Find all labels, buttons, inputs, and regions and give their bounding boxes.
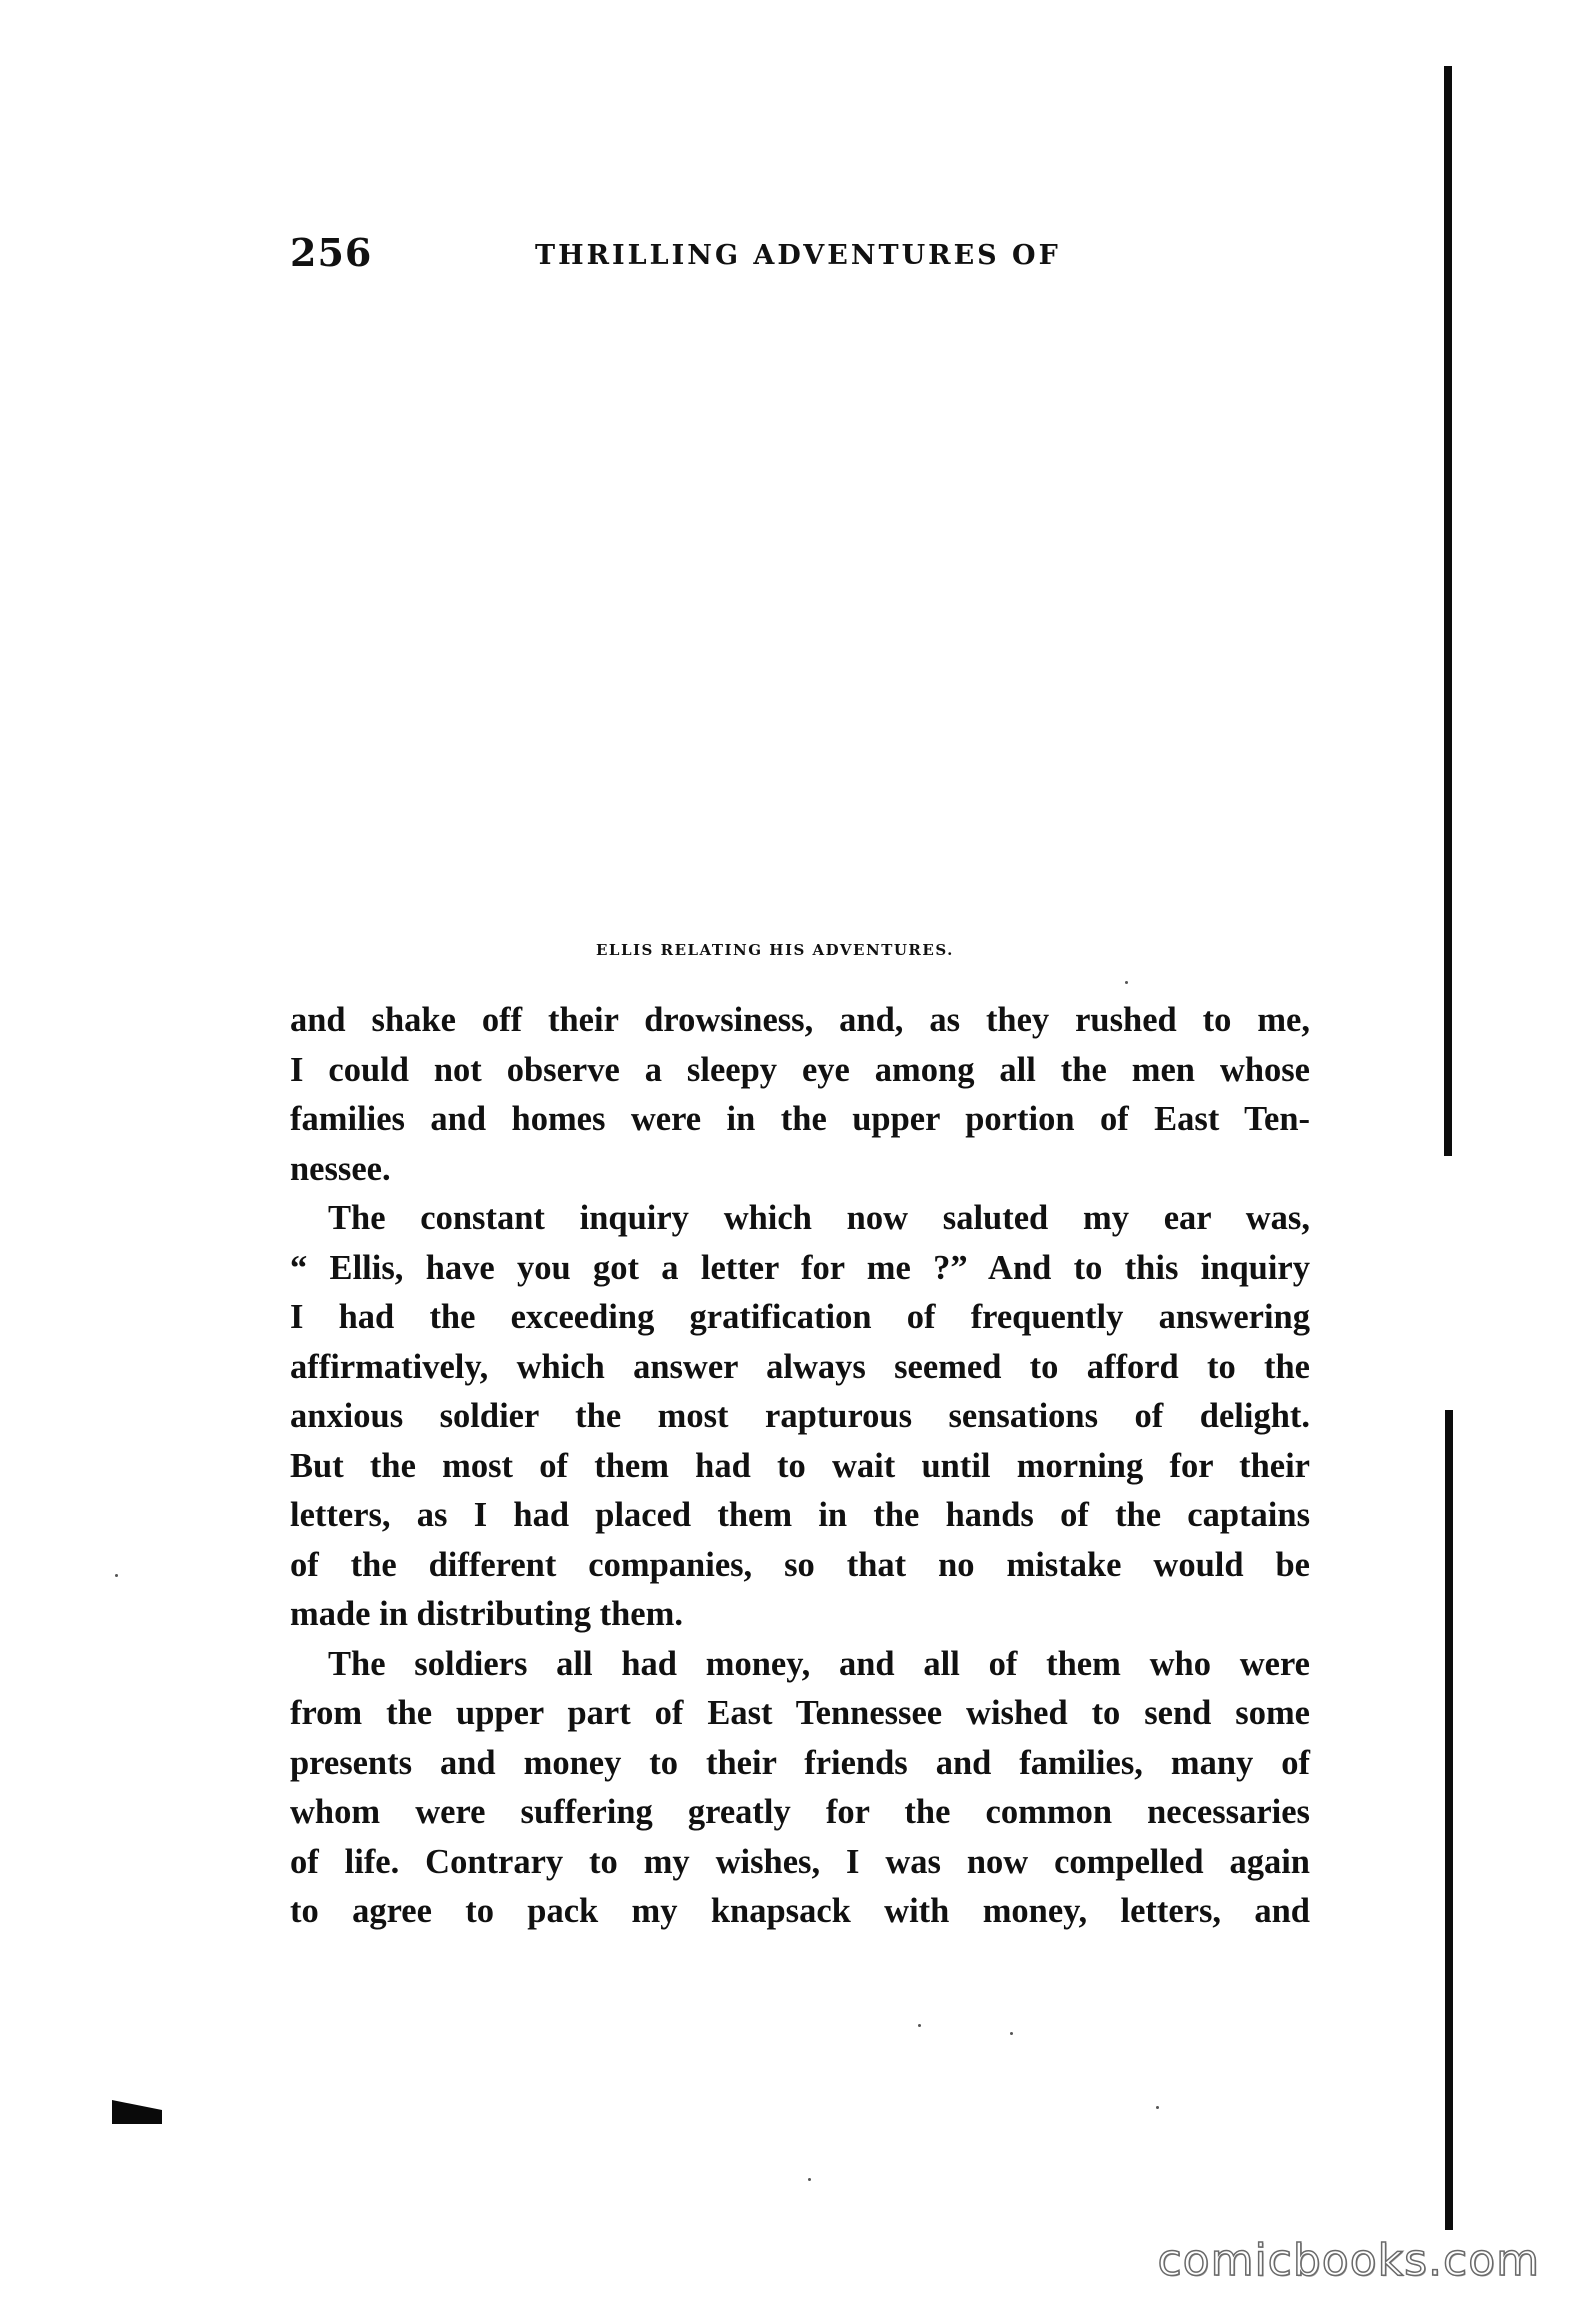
scan-speck xyxy=(1010,2032,1013,2035)
text-line: I had the exceeding gratification of frequently answering xyxy=(290,1298,1310,1336)
text-line: I could not observe a sleepy eye among all the men whose xyxy=(290,1050,1310,1089)
text-line: anxious soldier the most rapturous sensations of delight. xyxy=(290,1397,1310,1435)
text-line: nessee. xyxy=(290,1149,391,1188)
text-line: The constant inquiry which now saluted my ear was, xyxy=(328,1199,1310,1237)
text-line: of life. Contrary to my wishes, I was now compelled again xyxy=(290,1842,1310,1881)
text-line: But the most of them had to wait until morning for their xyxy=(290,1446,1310,1485)
text-line: made in distributing them. xyxy=(290,1595,683,1633)
scan-speck xyxy=(808,2178,811,2181)
text-line: whom were suffering greatly for the common necessaries xyxy=(290,1793,1310,1831)
scan-edge-top xyxy=(1444,66,1452,1156)
watermark: comicbooks.com xyxy=(1157,2235,1540,2286)
scan-speck xyxy=(1125,981,1128,984)
text-line: and shake off their drowsiness, and, as they rushed to me, xyxy=(290,1001,1310,1039)
scan-speck xyxy=(1156,2106,1159,2109)
text-line: to agree to pack my knapsack with money, letters, and xyxy=(290,1892,1310,1930)
text-line: “ Ellis, have you got a letter for me ?” And to this inquiry xyxy=(290,1248,1310,1287)
text-line: letters, as I had placed them in the hands of the captains xyxy=(290,1496,1310,1534)
running-header: THRILLING ADVENTURES OF xyxy=(535,240,1061,271)
text-line: presents and money to their friends and families, many of xyxy=(290,1743,1310,1782)
text-line: affirmatively, which answer always seemed to afford to the xyxy=(290,1347,1310,1386)
body-text xyxy=(290,996,1310,1937)
text-line: The soldiers all had money, and all of them who were xyxy=(328,1644,1310,1683)
text-line: of the different companies, so that no mistake would be xyxy=(290,1545,1310,1584)
bookmark-mark xyxy=(112,2100,162,2124)
scan-speck xyxy=(918,2024,921,2027)
text-line: families and homes were in the upper portion of East Ten- xyxy=(290,1100,1310,1138)
scan-speck xyxy=(115,1574,118,1577)
illustration-caption: ELLIS RELATING HIS ADVENTURES. xyxy=(596,941,954,959)
text-line: from the upper part of East Tennessee wished to send some xyxy=(290,1694,1310,1732)
page-number: 256 xyxy=(290,230,373,275)
scan-edge-bottom xyxy=(1445,1410,1453,2230)
